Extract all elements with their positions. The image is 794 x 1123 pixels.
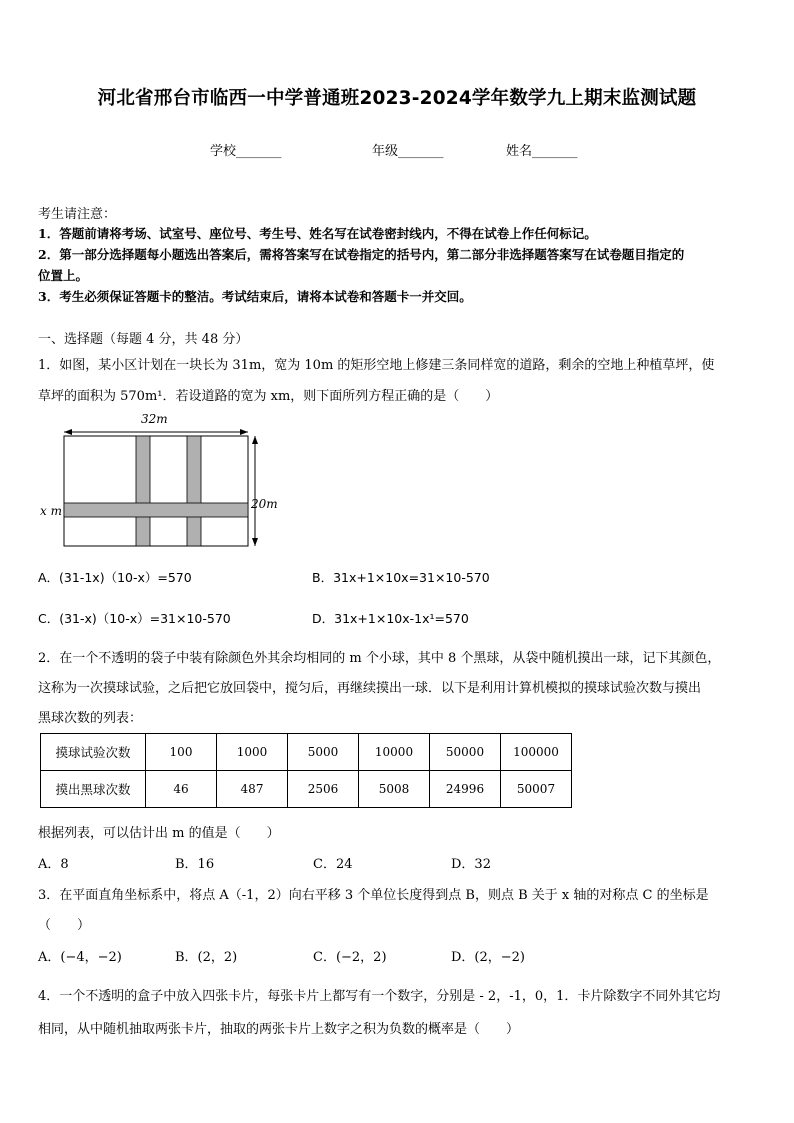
table-cell: 2506 xyxy=(288,771,359,808)
q1-option-d[interactable]: D．31x+1×10x-1x¹=570 xyxy=(312,611,469,626)
question-4-text: 4．一个不透明的盒子中放入四张卡片，每张卡片上都写有一个数字，分别是 - 2，-1，0，1．卡片除数字不同外其它均 xyxy=(38,989,721,1004)
table-cell: 50007 xyxy=(501,771,572,808)
q1-option-c[interactable]: C．(31-x)（10-x）=31×10-570 xyxy=(38,611,231,626)
arrow-right-icon xyxy=(240,429,248,435)
q1-option-a[interactable]: A．(31-1x)（10-x）=570 xyxy=(38,570,192,585)
table-cell: 100 xyxy=(146,734,217,771)
notice-item: 3．考生必须保证答题卡的整洁。考试结束后，请将本试卷和答题卡一并交回。 xyxy=(38,289,472,304)
table-row xyxy=(41,771,572,808)
table-cell: 24996 xyxy=(430,771,501,808)
question-2-text: 这称为一次摸球试验，之后把它放回袋中，搅匀后，再继续摸出一球．以下是利用计算机模拟的摸球试验次数与摸出 xyxy=(38,681,702,696)
question-1-text: 草坪的面积为 570m¹．若设道路的宽为 xm，则下面所列方程正确的是（ ） xyxy=(38,389,499,404)
table-cell: 50000 xyxy=(430,734,501,771)
table-cell: 5000 xyxy=(288,734,359,771)
school-field: 学校_______ xyxy=(210,144,282,159)
notice-item: 位置上。 xyxy=(38,268,89,283)
table-cell: 487 xyxy=(217,771,288,808)
question-3-text: 3．在平面直角坐标系中，将点 A（-1，2）向右平移 3 个单位长度得到点 B，则点 B 关于 x 轴的对称点 C 的坐标是 xyxy=(38,888,709,903)
arrow-left-icon xyxy=(64,429,72,435)
field-rectangle xyxy=(64,436,248,546)
road-width-label: x m xyxy=(40,504,62,518)
table-cell: 10000 xyxy=(359,734,430,771)
q2-option-a[interactable]: A．8 xyxy=(38,857,69,872)
width-label: 20m xyxy=(251,497,278,511)
trial-table xyxy=(40,733,572,808)
road-vertical-2 xyxy=(187,436,201,546)
q3-option-c[interactable]: C．(−2，2) xyxy=(313,950,387,965)
q3-option-d[interactable]: D．(2，−2) xyxy=(451,950,526,965)
question-2-prompt: 根据列表，可以估计出 m 的值是（ ） xyxy=(38,826,280,841)
question-3-text: （ ） xyxy=(38,918,91,933)
arrow-down-icon xyxy=(252,538,258,546)
q3-option-a[interactable]: A．(−4，−2) xyxy=(38,950,122,965)
q2-option-b[interactable]: B．16 xyxy=(175,857,215,872)
table-row-label: 摸出黑球次数 xyxy=(41,771,146,808)
road-vertical-1 xyxy=(136,436,150,546)
table-cell: 5008 xyxy=(359,771,430,808)
notice-item: 1．答题前请将考场、试室号、座位号、考生号、姓名写在试卷密封线内，不得在试卷上作任何标记。 xyxy=(38,226,597,241)
section-heading: 一、选择题（每题 4 分，共 48 分） xyxy=(38,332,249,347)
arrow-up-icon xyxy=(252,436,258,444)
table-row xyxy=(41,734,572,771)
road-diagram xyxy=(34,408,284,554)
notice-item: 2．第一部分选择题每小题选出答案后，需将答案写在试卷指定的括号内，第二部分非选择题答案写在试卷题目指定的 xyxy=(38,247,685,262)
q2-option-d[interactable]: D．32 xyxy=(451,857,491,872)
name-field: 姓名_______ xyxy=(506,144,578,159)
question-4-text: 相同，从中随机抽取两张卡片，抽取的两张卡片上数字之积为负数的概率是（ ） xyxy=(38,1022,520,1037)
table-cell: 100000 xyxy=(501,734,572,771)
question-2-text: 黑球次数的列表： xyxy=(38,711,143,726)
length-label: 32m xyxy=(141,412,168,426)
q3-option-b[interactable]: B．(2，2) xyxy=(175,950,238,965)
q1-option-b[interactable]: B．31x+1×10x=31×10-570 xyxy=(312,570,490,585)
table-cell: 1000 xyxy=(217,734,288,771)
page-title: 河北省邢台市临西一中学普通班2023-2024学年数学九上期末监测试题 xyxy=(97,88,697,109)
grade-field: 年级_______ xyxy=(372,144,444,159)
table-cell: 46 xyxy=(146,771,217,808)
notice-heading: 考生请注意： xyxy=(38,207,117,222)
q2-option-c[interactable]: C．24 xyxy=(313,857,353,872)
table-row-label: 摸球试验次数 xyxy=(41,734,146,771)
question-2-text: 2．在一个不透明的袋子中装有除颜色外其余均相同的 m 个小球，其中 8 个黑球，从袋中随机摸出一球，记下其颜色， xyxy=(38,651,721,666)
road-horizontal xyxy=(64,503,248,517)
question-1-text: 1．如图，某小区计划在一块长为 31m，宽为 10m 的矩形空地上修建三条同样宽的道路，剩余的空地上种植草坪，使 xyxy=(38,358,715,373)
